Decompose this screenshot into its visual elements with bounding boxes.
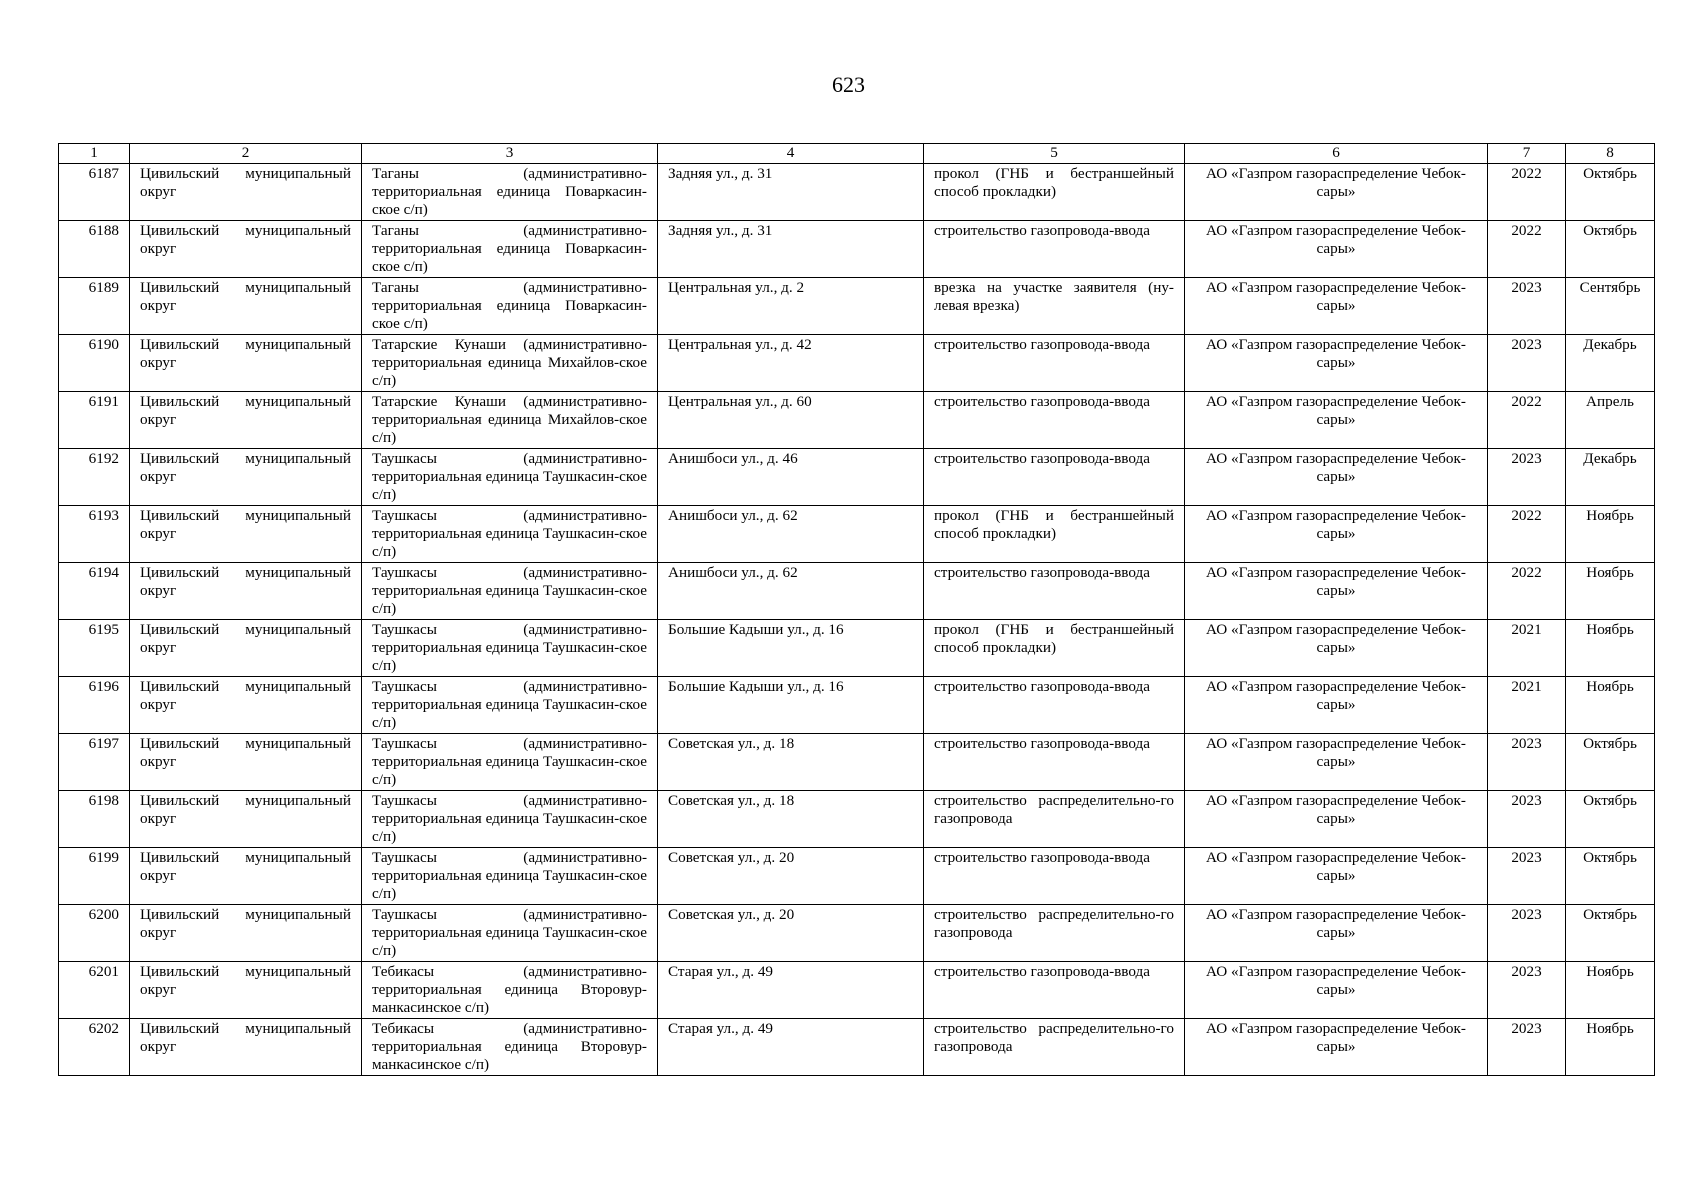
- year-cell: 2022: [1488, 221, 1566, 278]
- address-cell: Центральная ул., д. 60: [658, 392, 924, 449]
- year-cell: 2023: [1488, 335, 1566, 392]
- row-number-cell: 6191: [59, 392, 130, 449]
- table-row: [59, 506, 1655, 563]
- row-number-cell: 6201: [59, 962, 130, 1019]
- work-type-cell: строительство газопровода-ввода: [924, 677, 1185, 734]
- row-number-cell: 6198: [59, 791, 130, 848]
- row-number-cell: 6197: [59, 734, 130, 791]
- organization-cell: АО «Газпром газораспределение Чебок-сары»: [1185, 677, 1488, 734]
- month-cell: Ноябрь: [1566, 563, 1655, 620]
- address-cell: Задняя ул., д. 31: [658, 164, 924, 221]
- settlement-cell: Татарские Кунаши (административно-территориальная единица Михайлов-ское с/п): [362, 392, 658, 449]
- settlement-cell: Таушкасы (административно-территориальная единица Таушкасин-ское с/п): [362, 848, 658, 905]
- year-cell: 2023: [1488, 278, 1566, 335]
- table-row: [59, 791, 1655, 848]
- year-cell: 2023: [1488, 791, 1566, 848]
- municipality-cell: Цивильский муниципальный округ: [130, 506, 362, 563]
- organization-cell: АО «Газпром газораспределение Чебок-сары»: [1185, 1019, 1488, 1076]
- month-cell: Сентябрь: [1566, 278, 1655, 335]
- organization-cell: АО «Газпром газораспределение Чебок-сары»: [1185, 506, 1488, 563]
- work-type-cell: строительство распределительно-го газопровода: [924, 905, 1185, 962]
- settlement-cell: Таушкасы (административно-территориальная единица Таушкасин-ское с/п): [362, 449, 658, 506]
- municipality-cell: Цивильский муниципальный округ: [130, 677, 362, 734]
- table-row: [59, 392, 1655, 449]
- address-cell: Советская ул., д. 18: [658, 791, 924, 848]
- page-number: 623: [832, 72, 865, 97]
- column-header-3: 3: [362, 144, 658, 164]
- table-row: [59, 563, 1655, 620]
- address-cell: Анишбоси ул., д. 46: [658, 449, 924, 506]
- settlement-cell: Таушкасы (административно-территориальная единица Таушкасин-ское с/п): [362, 563, 658, 620]
- year-cell: 2023: [1488, 734, 1566, 791]
- month-cell: Ноябрь: [1566, 677, 1655, 734]
- municipality-cell: Цивильский муниципальный округ: [130, 278, 362, 335]
- organization-cell: АО «Газпром газораспределение Чебок-сары»: [1185, 848, 1488, 905]
- address-cell: Центральная ул., д. 42: [658, 335, 924, 392]
- municipality-cell: Цивильский муниципальный округ: [130, 335, 362, 392]
- municipality-cell: Цивильский муниципальный округ: [130, 962, 362, 1019]
- organization-cell: АО «Газпром газораспределение Чебок-сары»: [1185, 278, 1488, 335]
- organization-cell: АО «Газпром газораспределение Чебок-сары»: [1185, 392, 1488, 449]
- municipality-cell: Цивильский муниципальный округ: [130, 905, 362, 962]
- row-number-cell: 6195: [59, 620, 130, 677]
- address-cell: Большие Кадыши ул., д. 16: [658, 620, 924, 677]
- work-type-cell: строительство распределительно-го газопровода: [924, 791, 1185, 848]
- settlement-cell: Таушкасы (административно-территориальная единица Таушкасин-ское с/п): [362, 677, 658, 734]
- address-cell: Большие Кадыши ул., д. 16: [658, 677, 924, 734]
- year-cell: 2023: [1488, 848, 1566, 905]
- settlement-cell: Таушкасы (административно-территориальная единица Таушкасин-ское с/п): [362, 791, 658, 848]
- address-cell: Советская ул., д. 20: [658, 905, 924, 962]
- municipality-cell: Цивильский муниципальный округ: [130, 848, 362, 905]
- work-type-cell: строительство газопровода-ввода: [924, 848, 1185, 905]
- settlement-cell: Таушкасы (административно-территориальная единица Таушкасин-ское с/п): [362, 905, 658, 962]
- address-cell: Центральная ул., д. 2: [658, 278, 924, 335]
- organization-cell: АО «Газпром газораспределение Чебок-сары»: [1185, 449, 1488, 506]
- table-row: [59, 677, 1655, 734]
- table-body: [59, 164, 1655, 1076]
- month-cell: Ноябрь: [1566, 620, 1655, 677]
- table-row: [59, 962, 1655, 1019]
- organization-cell: АО «Газпром газораспределение Чебок-сары»: [1185, 620, 1488, 677]
- address-cell: Советская ул., д. 20: [658, 848, 924, 905]
- header-row: [59, 144, 1655, 164]
- table-row: [59, 905, 1655, 962]
- row-number-cell: 6202: [59, 1019, 130, 1076]
- month-cell: Октябрь: [1566, 905, 1655, 962]
- month-cell: Октябрь: [1566, 848, 1655, 905]
- month-cell: Октябрь: [1566, 164, 1655, 221]
- work-type-cell: строительство газопровода-ввода: [924, 563, 1185, 620]
- address-cell: Задняя ул., д. 31: [658, 221, 924, 278]
- table-row: [59, 449, 1655, 506]
- address-cell: Старая ул., д. 49: [658, 1019, 924, 1076]
- address-cell: Советская ул., д. 18: [658, 734, 924, 791]
- work-type-cell: строительство газопровода-ввода: [924, 449, 1185, 506]
- row-number-cell: 6193: [59, 506, 130, 563]
- address-cell: Анишбоси ул., д. 62: [658, 506, 924, 563]
- year-cell: 2022: [1488, 392, 1566, 449]
- column-header-7: 7: [1488, 144, 1566, 164]
- month-cell: Ноябрь: [1566, 506, 1655, 563]
- municipality-cell: Цивильский муниципальный округ: [130, 563, 362, 620]
- table-row: [59, 620, 1655, 677]
- row-number-cell: 6190: [59, 335, 130, 392]
- municipality-cell: Цивильский муниципальный округ: [130, 164, 362, 221]
- municipality-cell: Цивильский муниципальный округ: [130, 620, 362, 677]
- settlement-cell: Татарские Кунаши (административно-территориальная единица Михайлов-ское с/п): [362, 335, 658, 392]
- month-cell: Октябрь: [1566, 221, 1655, 278]
- column-header-5: 5: [924, 144, 1185, 164]
- table-row: [59, 848, 1655, 905]
- row-number-cell: 6196: [59, 677, 130, 734]
- month-cell: Ноябрь: [1566, 1019, 1655, 1076]
- organization-cell: АО «Газпром газораспределение Чебок-сары»: [1185, 563, 1488, 620]
- organization-cell: АО «Газпром газораспределение Чебок-сары»: [1185, 734, 1488, 791]
- row-number-cell: 6188: [59, 221, 130, 278]
- organization-cell: АО «Газпром газораспределение Чебок-сары»: [1185, 335, 1488, 392]
- month-cell: Октябрь: [1566, 734, 1655, 791]
- organization-cell: АО «Газпром газораспределение Чебок-сары»: [1185, 905, 1488, 962]
- row-number-cell: 6187: [59, 164, 130, 221]
- column-header-1: 1: [59, 144, 130, 164]
- municipality-cell: Цивильский муниципальный округ: [130, 449, 362, 506]
- row-number-cell: 6199: [59, 848, 130, 905]
- column-header-8: 8: [1566, 144, 1655, 164]
- address-cell: Анишбоси ул., д. 62: [658, 563, 924, 620]
- organization-cell: АО «Газпром газораспределение Чебок-сары»: [1185, 221, 1488, 278]
- column-header-6: 6: [1185, 144, 1488, 164]
- settlement-cell: Таганы (административно-территориальная единица Поваркасин-ское с/п): [362, 278, 658, 335]
- column-header-4: 4: [658, 144, 924, 164]
- work-type-cell: прокол (ГНБ и бестраншейный способ прокладки): [924, 506, 1185, 563]
- settlement-cell: Таушкасы (административно-территориальная единица Таушкасин-ское с/п): [362, 620, 658, 677]
- settlement-cell: Таушкасы (административно-территориальная единица Таушкасин-ское с/п): [362, 506, 658, 563]
- year-cell: 2022: [1488, 164, 1566, 221]
- municipality-cell: Цивильский муниципальный округ: [130, 791, 362, 848]
- table-row: [59, 734, 1655, 791]
- month-cell: Декабрь: [1566, 335, 1655, 392]
- settlement-cell: Таушкасы (административно-территориальная единица Таушкасин-ское с/п): [362, 734, 658, 791]
- year-cell: 2023: [1488, 905, 1566, 962]
- work-type-cell: строительство газопровода-ввода: [924, 221, 1185, 278]
- work-type-cell: прокол (ГНБ и бестраншейный способ прокладки): [924, 620, 1185, 677]
- work-type-cell: строительство газопровода-ввода: [924, 335, 1185, 392]
- organization-cell: АО «Газпром газораспределение Чебок-сары»: [1185, 164, 1488, 221]
- table-row: [59, 164, 1655, 221]
- organization-cell: АО «Газпром газораспределение Чебок-сары»: [1185, 791, 1488, 848]
- year-cell: 2022: [1488, 506, 1566, 563]
- work-type-cell: строительство газопровода-ввода: [924, 392, 1185, 449]
- year-cell: 2023: [1488, 449, 1566, 506]
- municipality-cell: Цивильский муниципальный округ: [130, 734, 362, 791]
- row-number-cell: 6189: [59, 278, 130, 335]
- table-row: [59, 221, 1655, 278]
- municipality-cell: Цивильский муниципальный округ: [130, 1019, 362, 1076]
- table-row: [59, 1019, 1655, 1076]
- year-cell: 2023: [1488, 962, 1566, 1019]
- year-cell: 2021: [1488, 620, 1566, 677]
- year-cell: 2022: [1488, 563, 1566, 620]
- column-header-2: 2: [130, 144, 362, 164]
- table-row: [59, 335, 1655, 392]
- month-cell: Октябрь: [1566, 791, 1655, 848]
- work-type-cell: строительство газопровода-ввода: [924, 734, 1185, 791]
- gas-connection-table: [58, 143, 1655, 1076]
- work-type-cell: строительство распределительно-го газопровода: [924, 1019, 1185, 1076]
- row-number-cell: 6200: [59, 905, 130, 962]
- work-type-cell: прокол (ГНБ и бестраншейный способ прокладки): [924, 164, 1185, 221]
- settlement-cell: Таганы (административно-территориальная единица Поваркасин-ское с/п): [362, 164, 658, 221]
- municipality-cell: Цивильский муниципальный округ: [130, 221, 362, 278]
- month-cell: Ноябрь: [1566, 962, 1655, 1019]
- organization-cell: АО «Газпром газораспределение Чебок-сары»: [1185, 962, 1488, 1019]
- table-row: [59, 278, 1655, 335]
- work-type-cell: строительство газопровода-ввода: [924, 962, 1185, 1019]
- year-cell: 2023: [1488, 1019, 1566, 1076]
- municipality-cell: Цивильский муниципальный округ: [130, 392, 362, 449]
- row-number-cell: 6194: [59, 563, 130, 620]
- row-number-cell: 6192: [59, 449, 130, 506]
- year-cell: 2021: [1488, 677, 1566, 734]
- work-type-cell: врезка на участке заявителя (ну-левая врезка): [924, 278, 1185, 335]
- month-cell: Декабрь: [1566, 449, 1655, 506]
- settlement-cell: Тебикасы (административно-территориальная единица Второвур-манкасинское с/п): [362, 962, 658, 1019]
- settlement-cell: Таганы (административно-территориальная единица Поваркасин-ское с/п): [362, 221, 658, 278]
- settlement-cell: Тебикасы (административно-территориальная единица Второвур-манкасинское с/п): [362, 1019, 658, 1076]
- month-cell: Апрель: [1566, 392, 1655, 449]
- address-cell: Старая ул., д. 49: [658, 962, 924, 1019]
